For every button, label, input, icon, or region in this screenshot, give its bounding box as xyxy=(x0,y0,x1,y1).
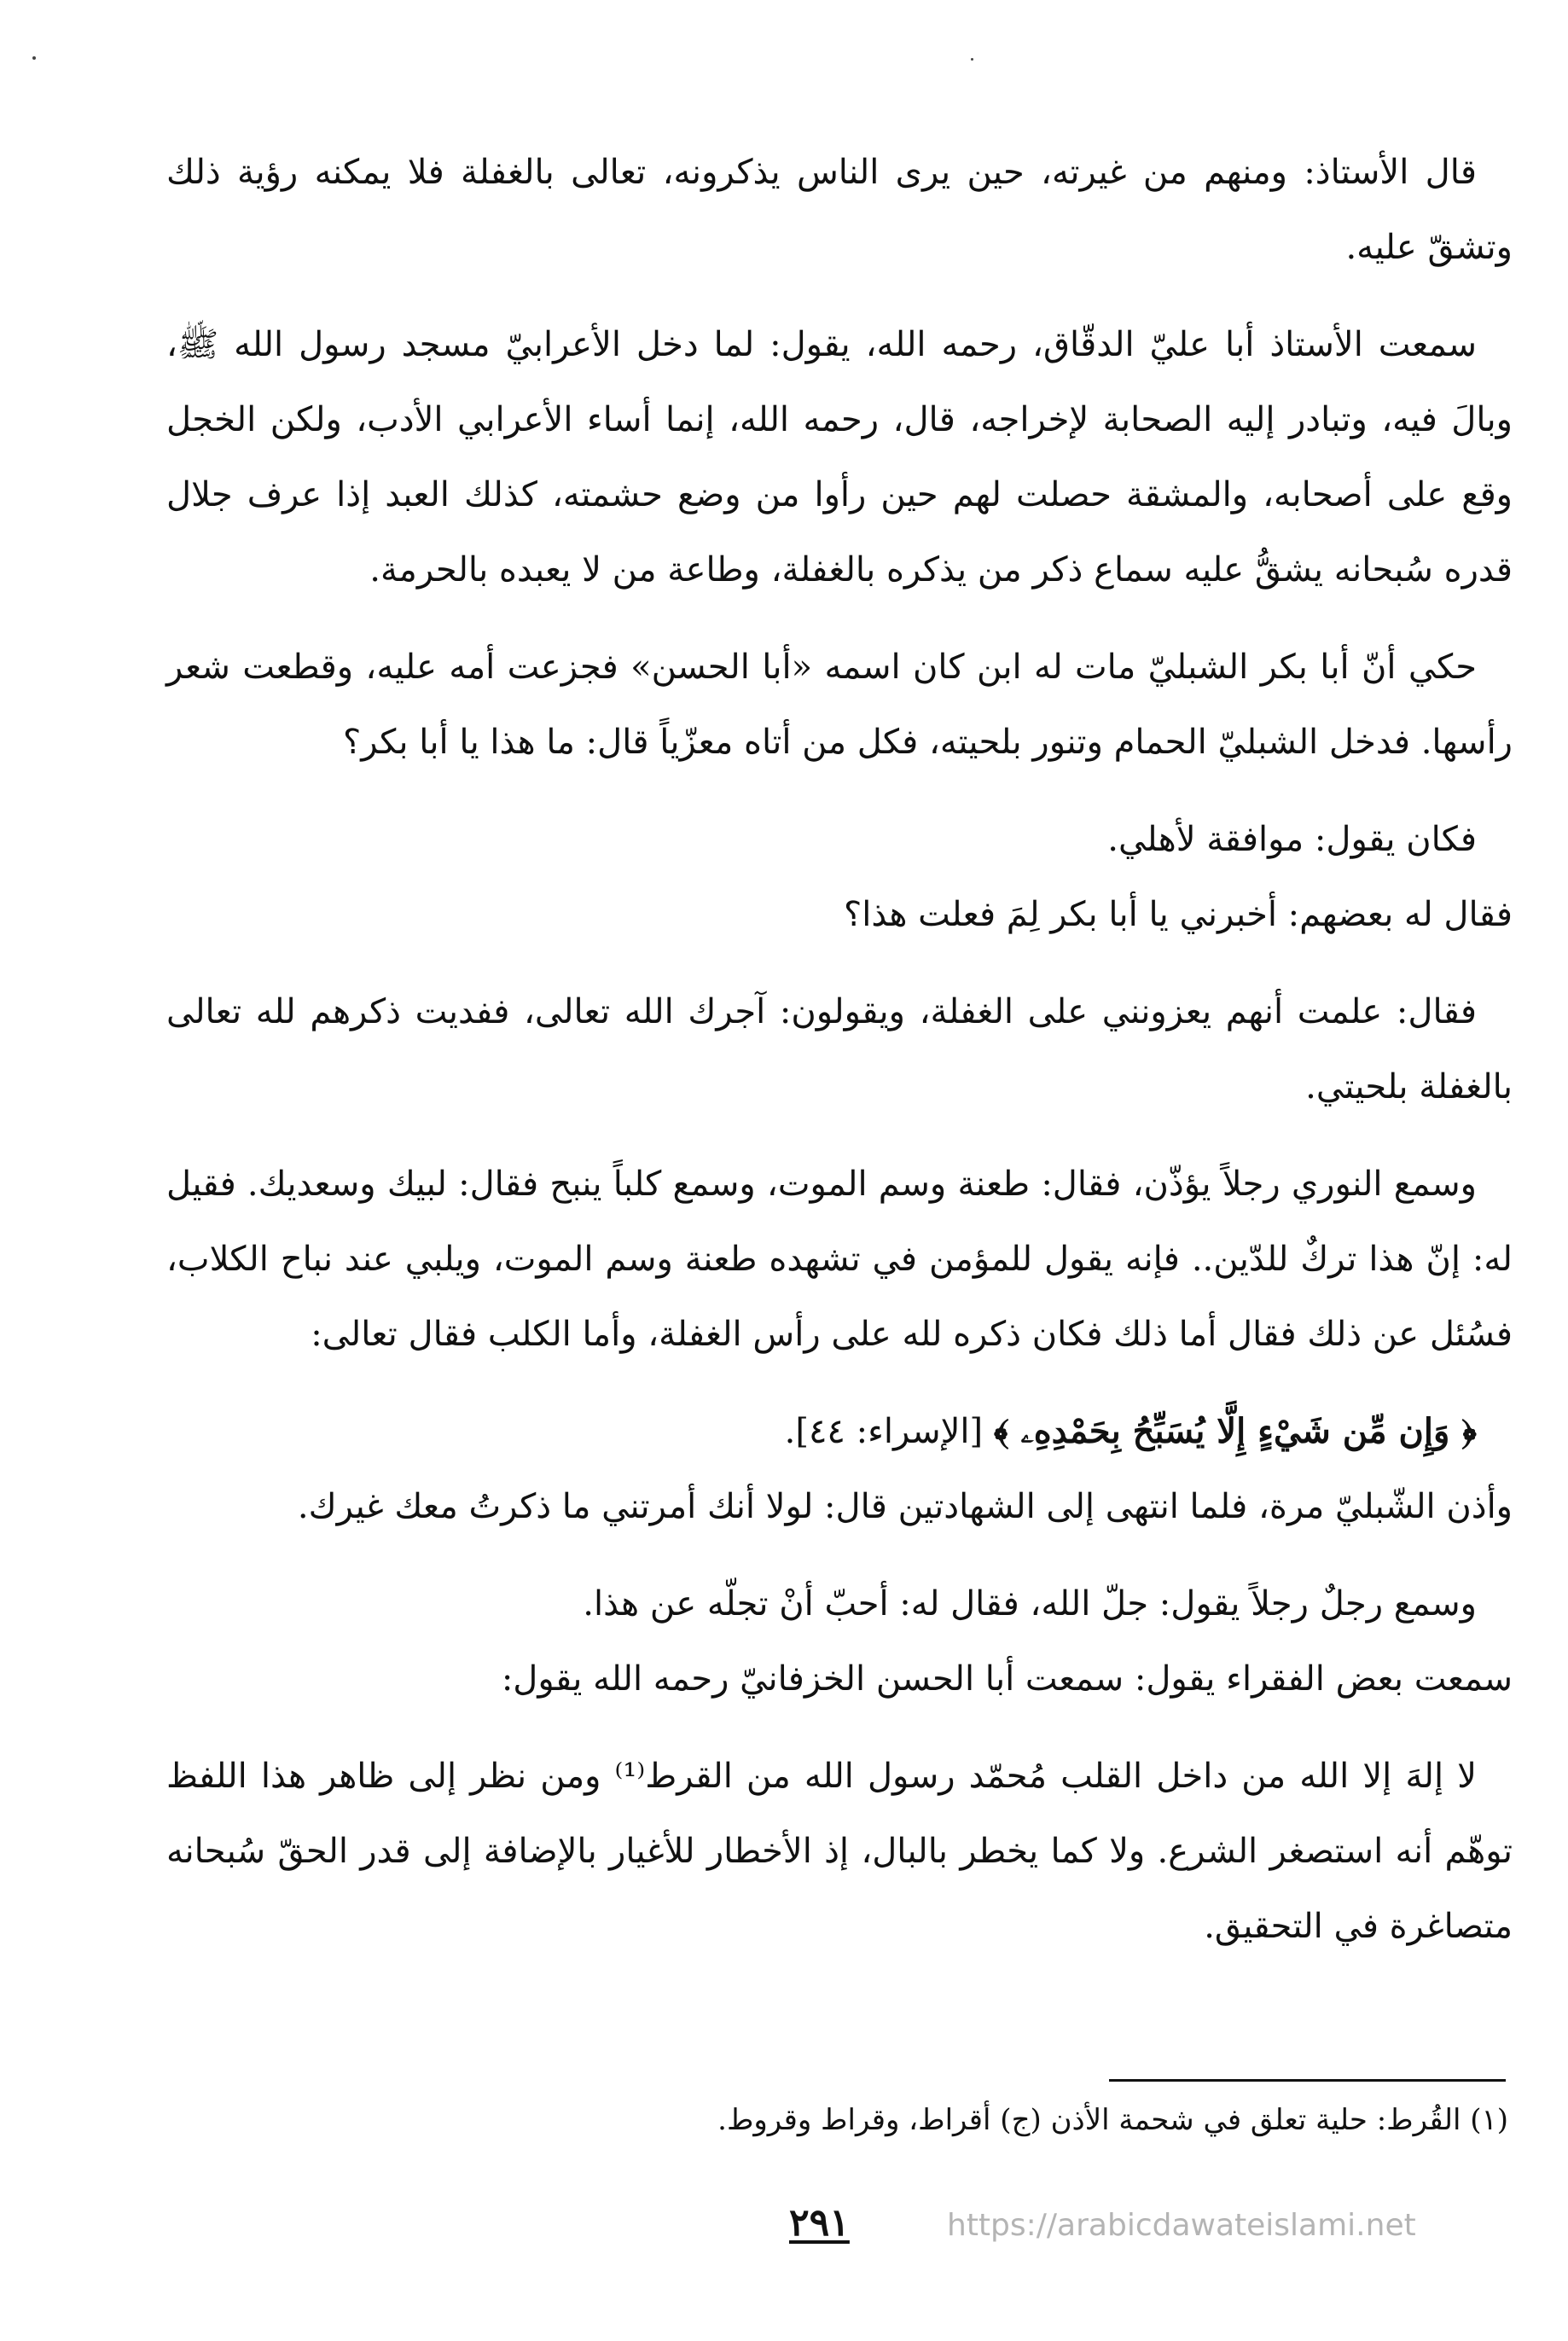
quran-quote xyxy=(166,1394,1513,1469)
paragraph: لا إلهَ إلا الله من داخل القلب مُحمّد رسول الله من القرط⁽¹⁾ ومن نظر إلى ظاهر هذا اللفظ توهّم أنه استصغر الشرع. ولا كما يخطر بالبال، إذ الأخطار للأغيار بالإضافة إلى قدر الحقّ سُبحانه متصاغرة في التحقيق. xyxy=(166,1757,1513,1946)
paragraph: فقال: علمت أنهم يعزونني على الغفلة، ويقولون: آجرك الله تعالى، ففديت ذكرهم لله تعالى بالغفلة بلحيتي. xyxy=(166,992,1513,1107)
paragraph: قال الأستاذ: ومنهم من غيرته، حين يرى الناس يذكرونه، تعالى بالغفلة فلا يمكنه رؤية ذلك وتشقّ عليه. xyxy=(166,153,1513,267)
paragraph: وسمع النوري رجلاً يؤذّن، فقال: طعنة وسم الموت، وسمع كلباً ينبح فقال: لبيك وسعديك. فقيل له: إنّ هذا تركٌ للدّين.. فإنه يقول للمؤمن في تشهده طعنة وسم الموت، ويلبي عند نباح الكلاب، فسُئل عن ذلك فقال أما ذلك فكان ذكره لله على رأس الغفلة، وأما الكلب فقال تعالى: xyxy=(166,1165,1513,1354)
page-number: ٢٩١ xyxy=(789,2201,850,2245)
paragraph: سمعت بعض الفقراء يقول: سمعت أبا الحسن الخزفانيّ رحمه الله يقول: xyxy=(501,1659,1513,1699)
footnote: (١) القُرط: حلية تعلق في شحمة الأذن (ج) أقراط، وقراط وقروط. xyxy=(717,2103,1508,2137)
paragraph: حكي أنّ أبا بكر الشبليّ مات له ابن كان اسمه «أبا الحسن» فجزعت أمه عليه، وقطعت شعر رأسها. فدخل الشبليّ الحمام وتنور بلحيته، فكل من أتاه معزّياً قال: ما هذا يا أبا بكر؟ xyxy=(166,648,1513,762)
main-text xyxy=(166,135,1513,1986)
scan-speck xyxy=(32,56,36,60)
paragraph: فقال له بعضهم: أخبرني يا أبا بكر لِمَ فعلت هذا؟ xyxy=(843,895,1513,934)
quran-verse: ﴿ وَإِن مِّن شَيْءٍ إِلَّا يُسَبِّحُ بِحَمْدِهِۦ ﴾ xyxy=(993,1411,1477,1451)
watermark-url: https://arabicdawateislami.net xyxy=(947,2208,1416,2243)
paragraph: وأذن الشّبليّ مرة، فلما انتهى إلى الشهادتين قال: لولا أنك أمرتني ما ذكرتُ معك غيرك. xyxy=(297,1487,1513,1526)
quran-reference: [الإسراء: ٤٤]. xyxy=(784,1412,984,1451)
paragraph: سمعت الأستاذ أبا عليّ الدقّاق، رحمه الله، يقول: لما دخل الأعرابيّ مسجد رسول الله ﷺ، وبالَ فيه، وتبادر إليه الصحابة لإخراجه، قال، رحمه الله، إنما أساء الأعرابي الأدب، ولكن الخجل وقع على أصحابه، والمشقة حصلت لهم حين رأوا من وضع حشمته، كذلك العبد إذا عرف جلال قدره سُبحانه يشقُّ عليه سماع ذكر من يذكره بالغفلة، وطاعة من لا يعبده بالحرمة. xyxy=(166,325,1513,590)
paragraph: وسمع رجلٌ رجلاً يقول: جلّ الله، فقال له: أحبّ أنْ تجلّه عن هذا. xyxy=(583,1584,1477,1624)
paragraph: فكان يقول: موافقة لأهلي. xyxy=(1107,820,1477,859)
scan-speck xyxy=(971,58,973,61)
footnote-divider xyxy=(1109,2079,1506,2082)
